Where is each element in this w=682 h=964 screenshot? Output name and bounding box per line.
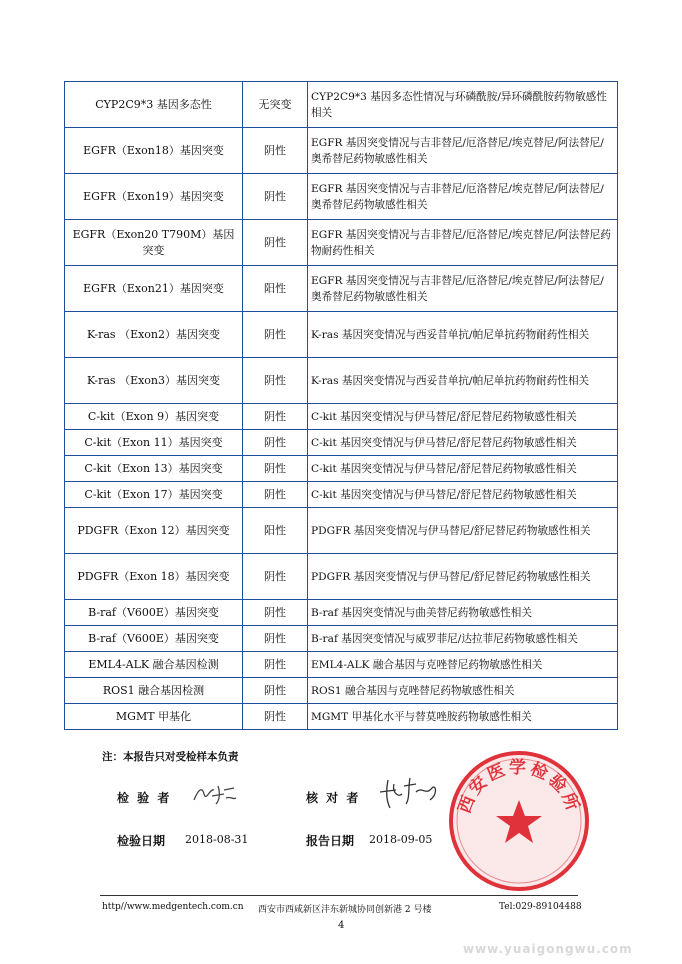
description-cell: K-ras 基因突变情况与西妥昔单抗/帕尼单抗药物耐药性相关	[308, 358, 618, 404]
description-cell: MGMT 甲基化水平与替莫唑胺药物敏感性相关	[308, 704, 618, 730]
result-cell: 无突变	[243, 82, 308, 128]
description-cell: EGFR 基因突变情况与吉非替尼/厄洛替尼/埃克替尼/阿法替尼/奥希替尼药物敏感性相关	[308, 128, 618, 174]
description-cell: C-kit 基因突变情况与伊马替尼/舒尼替尼药物敏感性相关	[308, 404, 618, 430]
table-row	[65, 174, 618, 220]
gene-cell: C-kit（Exon 9）基因突变	[65, 404, 243, 430]
gene-cell: C-kit（Exon 17）基因突变	[65, 482, 243, 508]
gene-cell: B-raf（V600E）基因突变	[65, 600, 243, 626]
result-cell: 阴性	[243, 312, 308, 358]
table-row	[65, 508, 618, 554]
reviewer-label: 核 对 者	[306, 791, 361, 805]
table-row	[65, 312, 618, 358]
result-cell: 阴性	[243, 174, 308, 220]
description-cell: K-ras 基因突变情况与西妥昔单抗/帕尼单抗药物耐药性相关	[308, 312, 618, 358]
gene-cell: PDGFR（Exon 12）基因突变	[65, 508, 243, 554]
gene-cell: ROS1 融合基因检测	[65, 678, 243, 704]
result-cell: 阴性	[243, 430, 308, 456]
result-cell: 阴性	[243, 704, 308, 730]
gene-cell: K-ras （Exon2）基因突变	[65, 312, 243, 358]
result-cell: 阴性	[243, 554, 308, 600]
footer-address: 西安市西咸新区沣东新城协同创新港 2 号楼	[258, 905, 432, 915]
page-number: 4	[338, 920, 345, 931]
lab-seal-stamp	[446, 748, 592, 894]
report-date-value: 2018-09-05	[369, 833, 433, 846]
table-row	[65, 430, 618, 456]
table-row	[65, 482, 618, 508]
description-cell: C-kit 基因突变情况与伊马替尼/舒尼替尼药物敏感性相关	[308, 482, 618, 508]
table-row	[65, 220, 618, 266]
gene-cell: EML4-ALK 融合基因检测	[65, 652, 243, 678]
gene-cell: C-kit（Exon 13）基因突变	[65, 456, 243, 482]
description-cell: CYP2C9*3 基因多态性情况与环磷酰胺/异环磷酰胺药物敏感性相关	[308, 82, 618, 128]
table-row	[65, 600, 618, 626]
gene-cell: EGFR（Exon21）基因突变	[65, 266, 243, 312]
table-row	[65, 704, 618, 730]
result-cell: 阴性	[243, 128, 308, 174]
description-cell: B-raf 基因突变情况与曲美替尼药物敏感性相关	[308, 600, 618, 626]
description-cell: PDGFR 基因突变情况与伊马替尼/舒尼替尼药物敏感性相关	[308, 554, 618, 600]
inspector-label: 检 验 者	[117, 791, 172, 805]
result-cell: 阴性	[243, 404, 308, 430]
table-row	[65, 678, 618, 704]
gene-cell: MGMT 甲基化	[65, 704, 243, 730]
watermark: www.yuaigongwu.com	[463, 942, 633, 956]
description-cell: EML4-ALK 融合基因与克唑替尼药物敏感性相关	[308, 652, 618, 678]
gene-cell: B-raf（V600E）基因突变	[65, 626, 243, 652]
result-cell: 阴性	[243, 482, 308, 508]
table-row	[65, 652, 618, 678]
description-cell: C-kit 基因突变情况与伊马替尼/舒尼替尼药物敏感性相关	[308, 430, 618, 456]
result-cell: 阴性	[243, 220, 308, 266]
table-row	[65, 554, 618, 600]
result-cell: 阳性	[243, 266, 308, 312]
seal-text: 西安医学检验所	[454, 757, 584, 817]
table-row	[65, 626, 618, 652]
inspector-signature	[190, 780, 240, 808]
gene-cell: EGFR（Exon19）基因突变	[65, 174, 243, 220]
footer-divider	[100, 895, 578, 896]
result-cell: 阴性	[243, 626, 308, 652]
description-cell: B-raf 基因突变情况与威罗菲尼/达拉菲尼药物敏感性相关	[308, 626, 618, 652]
reviewer-signature	[374, 772, 444, 812]
table-row	[65, 266, 618, 312]
description-cell: C-kit 基因突变情况与伊马替尼/舒尼替尼药物敏感性相关	[308, 456, 618, 482]
result-cell: 阴性	[243, 600, 308, 626]
gene-test-table	[64, 81, 618, 730]
table-row	[65, 82, 618, 128]
table-row	[65, 358, 618, 404]
result-cell: 阴性	[243, 456, 308, 482]
gene-cell: CYP2C9*3 基因多态性	[65, 82, 243, 128]
table-row	[65, 456, 618, 482]
result-cell: 阳性	[243, 508, 308, 554]
footer-tel: Tel:029-89104488	[499, 902, 582, 912]
report-date-label: 报告日期	[306, 834, 355, 848]
test-date-label: 检验日期	[117, 834, 166, 848]
description-cell: EGFR 基因突变情况与吉非替尼/厄洛替尼/埃克替尼/阿法替尼/奥希替尼药物敏感性相关	[308, 266, 618, 312]
gene-cell: EGFR（Exon18）基因突变	[65, 128, 243, 174]
gene-cell: PDGFR（Exon 18）基因突变	[65, 554, 243, 600]
gene-cell: EGFR（Exon20 T790M）基因突变	[65, 220, 243, 266]
description-cell: ROS1 融合基因与克唑替尼药物敏感性相关	[308, 678, 618, 704]
gene-cell: C-kit（Exon 11）基因突变	[65, 430, 243, 456]
disclaimer-note: 注：本报告只对受检样本负责	[102, 751, 239, 763]
gene-cell: K-ras （Exon3）基因突变	[65, 358, 243, 404]
description-cell: PDGFR 基因突变情况与伊马替尼/舒尼替尼药物敏感性相关	[308, 508, 618, 554]
test-date-value: 2018-08-31	[185, 833, 249, 846]
result-cell: 阴性	[243, 678, 308, 704]
description-cell: EGFR 基因突变情况与吉非替尼/厄洛替尼/埃克替尼/阿法替尼药物耐药性相关	[308, 220, 618, 266]
table-row	[65, 128, 618, 174]
description-cell: EGFR 基因突变情况与吉非替尼/厄洛替尼/埃克替尼/阿法替尼/奥希替尼药物敏感性相关	[308, 174, 618, 220]
table-row	[65, 404, 618, 430]
result-cell: 阴性	[243, 358, 308, 404]
result-cell: 阴性	[243, 652, 308, 678]
footer-website: http//www.medgentech.com.cn	[102, 902, 244, 912]
